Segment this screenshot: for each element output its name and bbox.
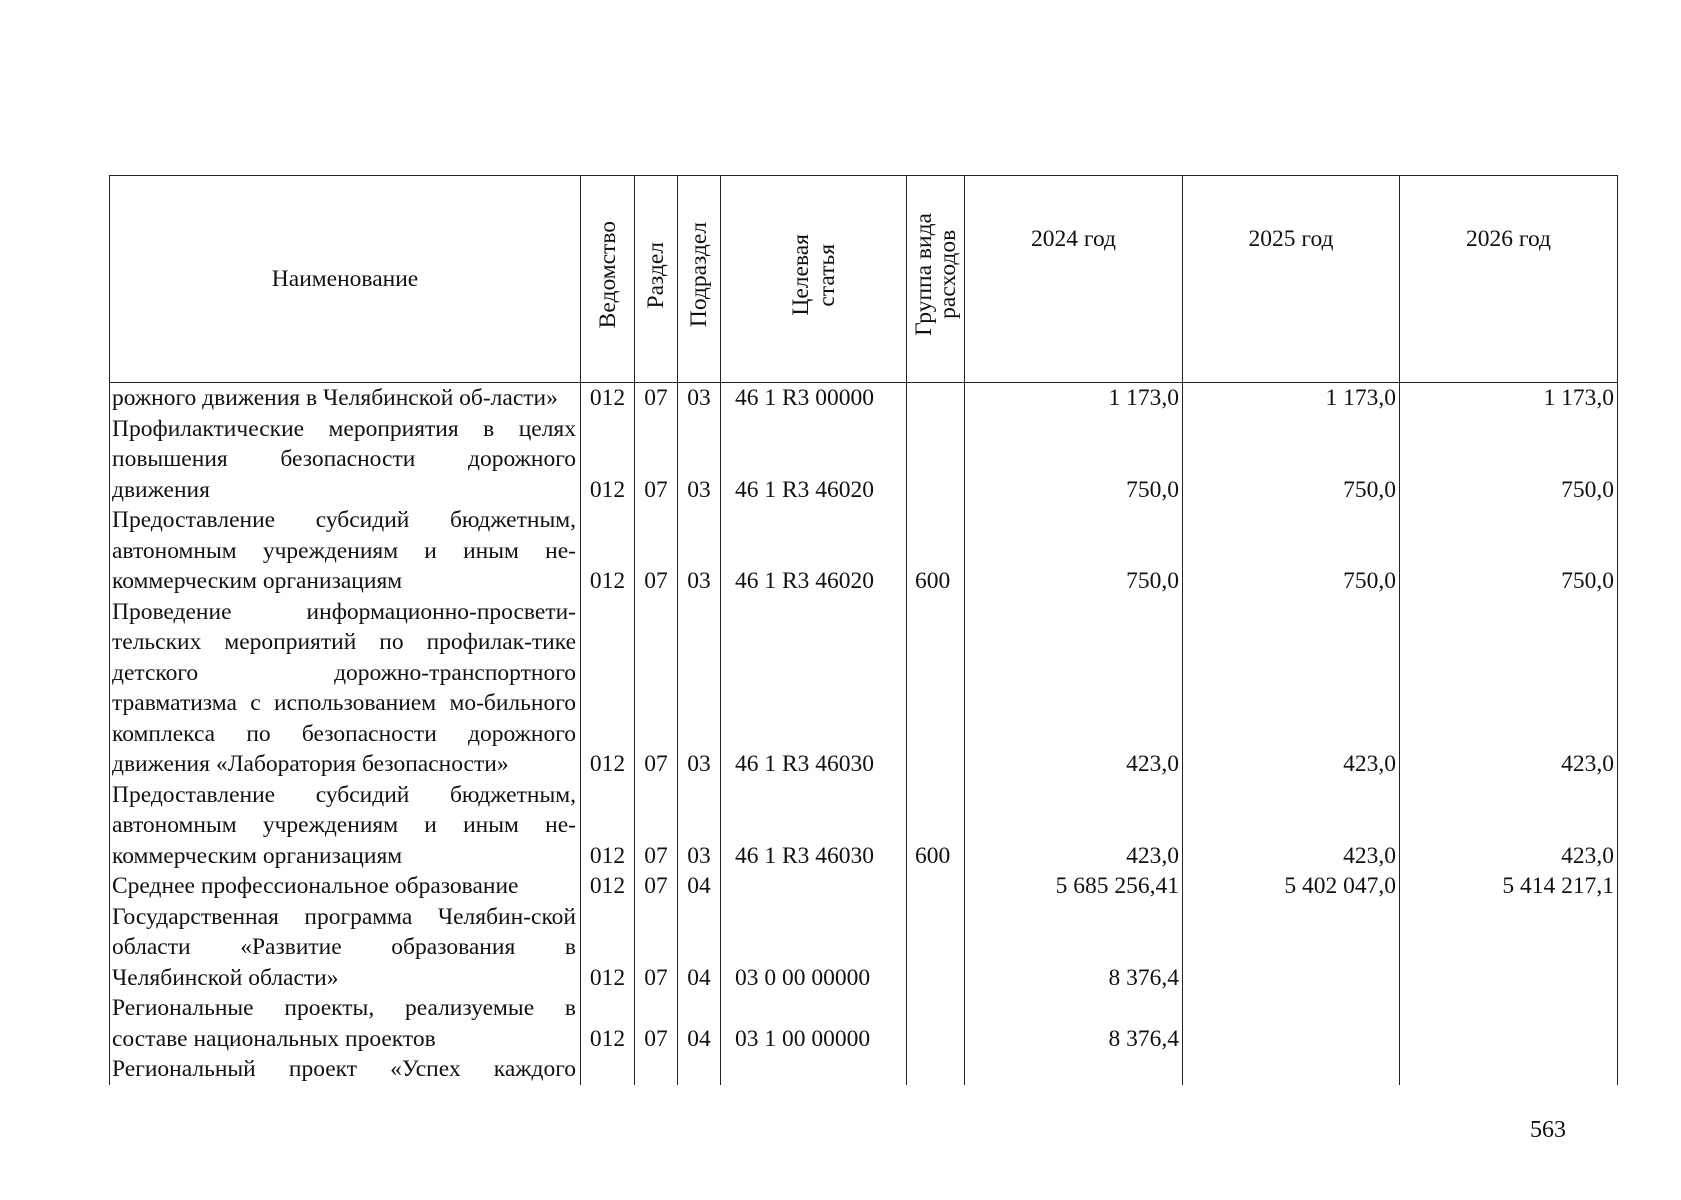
table-row <box>110 871 1618 902</box>
row-sub: 03 <box>678 505 721 597</box>
table-row <box>110 993 1618 1054</box>
row-target: 46 1 R3 46020 <box>721 414 907 506</box>
header-department: Ведомство <box>581 176 635 383</box>
row-sec: 07 <box>635 780 678 872</box>
row-name: Региональные проекты, реализуемые в составе национальных проектов <box>110 993 581 1054</box>
header-2025: 2025 год <box>1183 176 1400 383</box>
row-target: 03 0 00 00000 <box>721 902 907 994</box>
row-target <box>721 1054 907 1085</box>
row-group <box>907 597 965 780</box>
row-sub: 03 <box>678 780 721 872</box>
row-2024: 750,0 <box>965 505 1183 597</box>
row-sec: 07 <box>635 871 678 902</box>
row-sec: 07 <box>635 902 678 994</box>
row-sec <box>635 1054 678 1085</box>
row-2026: 423,0 <box>1400 597 1618 780</box>
row-group <box>907 414 965 506</box>
table-row <box>110 505 1618 597</box>
row-2025: 423,0 <box>1183 780 1400 872</box>
row-sub: 03 <box>678 383 721 414</box>
row-sub <box>678 1054 721 1085</box>
row-name: Государственная программа Челябин-ской области «Развитие образования в Челябинской области» <box>110 902 581 994</box>
row-target: 46 1 R3 00000 <box>721 383 907 414</box>
row-target: 46 1 R3 46020 <box>721 505 907 597</box>
header-name: Наименование <box>110 176 581 383</box>
row-target: 46 1 R3 46030 <box>721 597 907 780</box>
row-2026: 750,0 <box>1400 414 1618 506</box>
row-2026: 423,0 <box>1400 780 1618 872</box>
row-2025 <box>1183 993 1400 1054</box>
row-2026 <box>1400 902 1618 994</box>
row-sub: 04 <box>678 871 721 902</box>
row-2024: 1 173,0 <box>965 383 1183 414</box>
row-sec: 07 <box>635 383 678 414</box>
row-name: Профилактические мероприятия в целях повышения безопасности дорожного движения <box>110 414 581 506</box>
row-dept: 012 <box>581 871 635 902</box>
row-sub: 04 <box>678 993 721 1054</box>
row-2024 <box>965 1054 1183 1085</box>
row-dept: 012 <box>581 902 635 994</box>
row-name: Предоставление субсидий бюджетным, автономным учреждениям и иным не-коммерческим организациям <box>110 505 581 597</box>
row-group <box>907 1054 965 1085</box>
row-target <box>721 871 907 902</box>
row-dept: 012 <box>581 993 635 1054</box>
header-2026: 2026 год <box>1400 176 1618 383</box>
table-row <box>110 597 1618 780</box>
row-2024: 750,0 <box>965 414 1183 506</box>
row-2024: 423,0 <box>965 597 1183 780</box>
row-name: Проведение информационно-просвети-тельских мероприятий по профилак-тике детского дорожно-транспортного травматизма с использованием мо-бильного комплекса по безопасности дорожного движения «Лаборатория безопасности» <box>110 597 581 780</box>
row-group <box>907 993 965 1054</box>
row-2026: 5 414 217,1 <box>1400 871 1618 902</box>
row-2026: 1 173,0 <box>1400 383 1618 414</box>
row-2025: 5 402 047,0 <box>1183 871 1400 902</box>
row-group <box>907 902 965 994</box>
row-2024: 8 376,4 <box>965 993 1183 1054</box>
table-row <box>110 383 1618 414</box>
budget-table <box>109 175 1618 1085</box>
row-sec: 07 <box>635 414 678 506</box>
header-target: Целевая статья <box>721 176 907 383</box>
row-target: 46 1 R3 46030 <box>721 780 907 872</box>
row-name: рожного движения в Челябинской об-ласти» <box>110 383 581 414</box>
row-name: Региональный проект «Успех каждого <box>110 1054 581 1085</box>
row-dept: 012 <box>581 383 635 414</box>
row-2026 <box>1400 1054 1618 1085</box>
table-row <box>110 414 1618 506</box>
page-number: 563 <box>1530 1117 1566 1143</box>
row-sub: 03 <box>678 597 721 780</box>
row-2024: 8 376,4 <box>965 902 1183 994</box>
row-dept: 012 <box>581 780 635 872</box>
row-2025: 750,0 <box>1183 505 1400 597</box>
row-2026 <box>1400 993 1618 1054</box>
row-2025: 750,0 <box>1183 414 1400 506</box>
row-dept <box>581 1054 635 1085</box>
header-2024: 2024 год <box>965 176 1183 383</box>
row-2024: 423,0 <box>965 780 1183 872</box>
row-sec: 07 <box>635 993 678 1054</box>
row-sec: 07 <box>635 597 678 780</box>
row-2025 <box>1183 1054 1400 1085</box>
row-2025: 1 173,0 <box>1183 383 1400 414</box>
row-sub: 03 <box>678 414 721 506</box>
row-group <box>907 871 965 902</box>
row-sub: 04 <box>678 902 721 994</box>
row-group: 600 <box>907 505 965 597</box>
row-2025: 423,0 <box>1183 597 1400 780</box>
row-2024: 5 685 256,41 <box>965 871 1183 902</box>
row-dept: 012 <box>581 414 635 506</box>
row-2025 <box>1183 902 1400 994</box>
row-sec: 07 <box>635 505 678 597</box>
row-group: 600 <box>907 780 965 872</box>
row-group <box>907 383 965 414</box>
header-subsection: Подраздел <box>678 176 721 383</box>
table-row <box>110 780 1618 872</box>
row-name: Предоставление субсидий бюджетным, автономным учреждениям и иным не-коммерческим организациям <box>110 780 581 872</box>
row-name: Среднее профессиональное образование <box>110 871 581 902</box>
row-dept: 012 <box>581 597 635 780</box>
row-2026: 750,0 <box>1400 505 1618 597</box>
header-row <box>110 176 1618 383</box>
header-group: Группа вида расходов <box>907 176 965 383</box>
row-target: 03 1 00 00000 <box>721 993 907 1054</box>
table-row <box>110 1054 1618 1085</box>
table-row <box>110 902 1618 994</box>
row-dept: 012 <box>581 505 635 597</box>
header-section: Раздел <box>635 176 678 383</box>
